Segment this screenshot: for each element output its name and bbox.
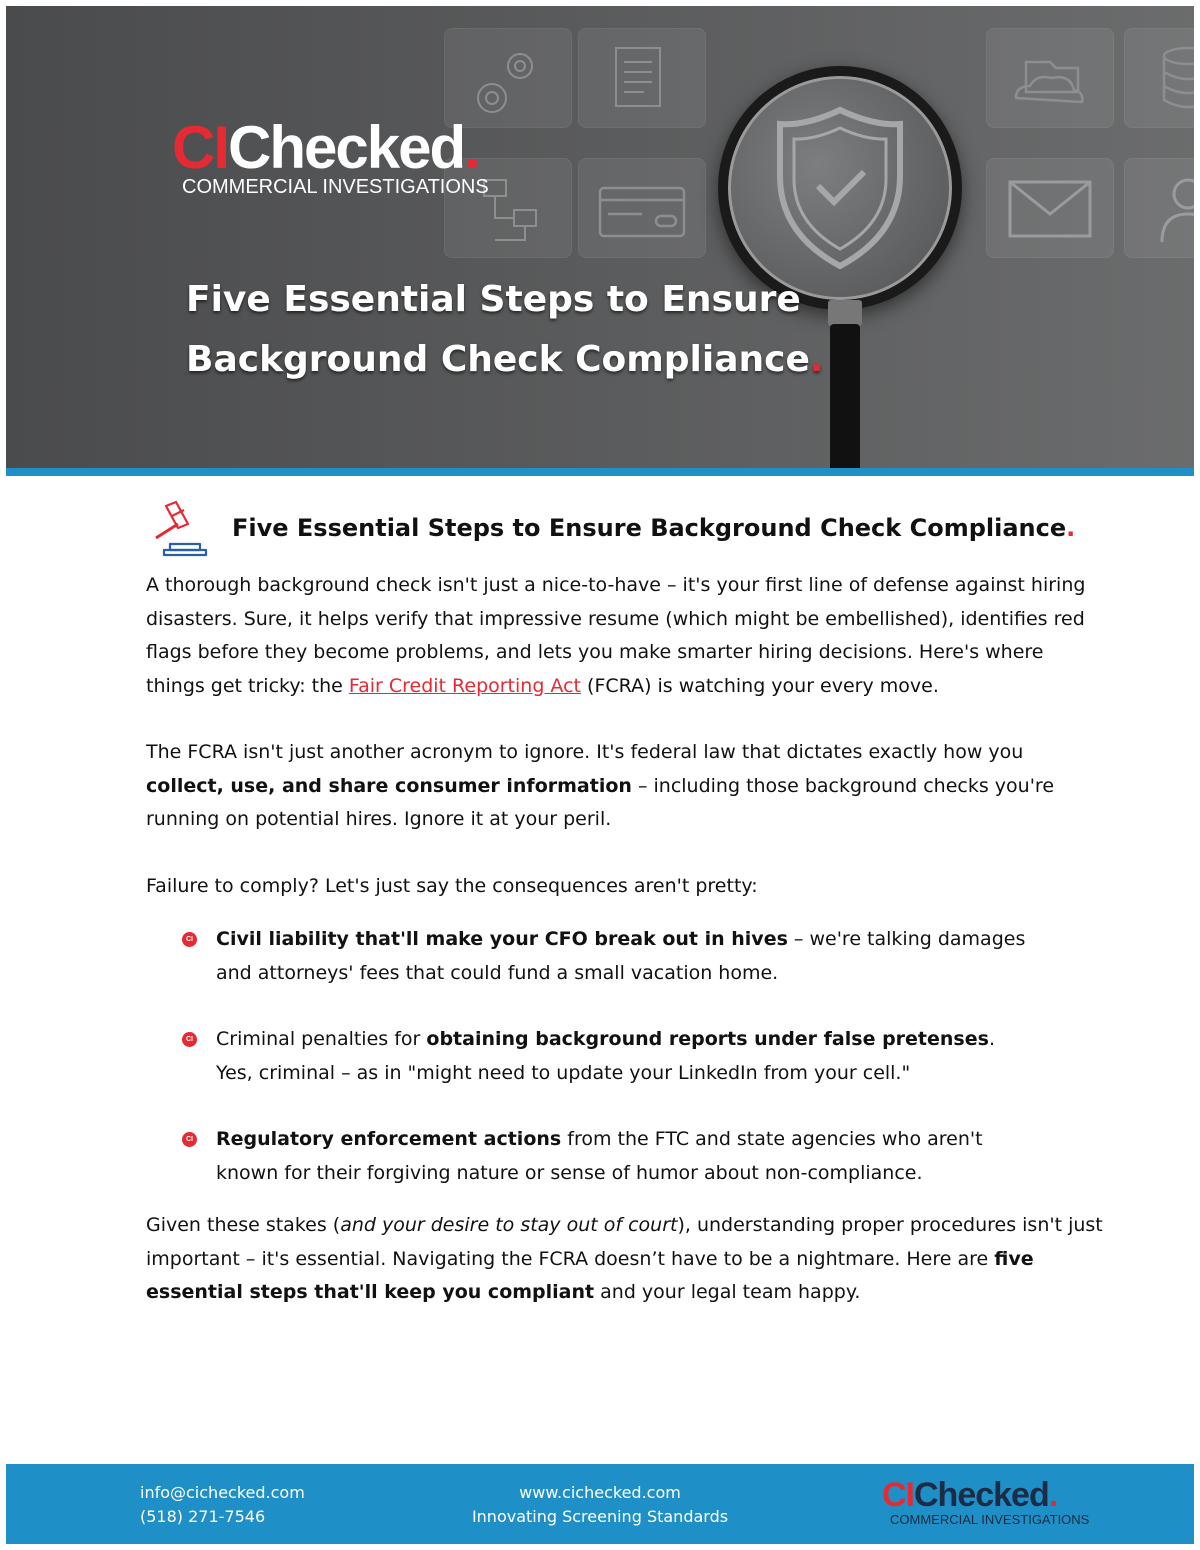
ci-bullet-icon: CI <box>182 1132 197 1147</box>
logo-ci: CI <box>172 114 228 181</box>
p1-text-end: (FCRA) is watching your every move. <box>581 674 939 697</box>
bullet-text-end: from the FTC and state agencies who aren't known for their forgiving nature or sense of humor about non-compliance. <box>216 1128 983 1184</box>
footer-website[interactable]: www.cichecked.com <box>519 1483 681 1502</box>
bullet-bold-text: Regulatory enforcement actions <box>216 1128 562 1150</box>
hero-title-line2: Background Check Compliance <box>186 339 810 380</box>
bullet-text-start: Criminal penalties for <box>216 1028 427 1050</box>
fcra-link[interactable]: Fair Credit Reporting Act <box>348 674 581 697</box>
hero-title <box>186 270 886 390</box>
hero-logo <box>172 114 489 199</box>
closing-text-end: and your legal team happy. <box>594 1281 861 1304</box>
logo-dot: . <box>464 114 479 181</box>
bullet-text-end: – we're talking damages and attorneys' fees that could fund a small vacation home. <box>216 928 1026 984</box>
ci-bullet-icon: CI <box>182 1032 197 1047</box>
logo-ci: CI <box>882 1476 914 1514</box>
bullet-text-end: . Yes, criminal – as in "might need to update your LinkedIn from your cell." <box>216 1028 995 1084</box>
gears-icon <box>444 28 572 128</box>
intro-paragraph-3: Failure to comply? Let's just say the consequences aren't pretty: <box>146 875 758 897</box>
closing-italic-text: and your desire to stay out of court <box>340 1214 678 1236</box>
footer-tagline: Innovating Screening Standards <box>471 1507 729 1526</box>
hero-title-dot: . <box>809 339 824 380</box>
section-heading <box>232 506 1132 550</box>
closing-text-start: Given these stakes ( <box>146 1214 341 1236</box>
logo-subtitle: COMMERCIAL INVESTIGATIONS <box>890 1512 1090 1527</box>
intro-paragraph-2 <box>146 736 1106 837</box>
bullet-bold-text: Civil liability that'll make your CFO break out in hives <box>216 928 788 950</box>
credit-card-icon <box>578 158 706 258</box>
logo-dot: . <box>1048 1476 1058 1514</box>
footer-email[interactable]: info@cichecked.com <box>140 1483 305 1502</box>
hero-title-line1: Five Essential Steps to Ensure <box>186 279 801 320</box>
hero-accent-bar <box>6 468 1194 476</box>
closing-bold-text: five essential steps that'll keep you compliant <box>146 1247 1034 1304</box>
ci-bullet-icon: CI <box>182 932 197 947</box>
logo-checked: Checked <box>914 1476 1049 1514</box>
section-heading-text: Five Essential Steps to Ensure Background Check Compliance <box>232 514 1067 542</box>
person-icon <box>1124 158 1194 258</box>
shield-check-icon <box>728 76 952 300</box>
p2-bold-text: collect, use, and share consumer information <box>146 774 632 797</box>
intro-paragraph-1 <box>146 569 1106 703</box>
bullet-bold-text: obtaining background reports under false pretenses <box>426 1028 989 1050</box>
cloud-folder-icon <box>986 28 1114 128</box>
footer-phone[interactable]: (518) 271-7546 <box>140 1507 266 1526</box>
section-heading-dot: . <box>1066 514 1076 542</box>
bullet-item-regulatory-actions <box>216 1123 1036 1190</box>
logo-subtitle: COMMERCIAL INVESTIGATIONS <box>182 176 489 198</box>
closing-paragraph <box>146 1209 1106 1310</box>
p2-text-start: The FCRA isn't just another acronym to ignore. It's federal law that dictates exactly how you <box>146 741 1024 763</box>
gavel-icon <box>148 500 214 558</box>
closing-text-middle: ), understanding proper procedures isn't just important – it's essential. Navigating the FCRA doesn’t have to be a nightmare. Here are <box>146 1214 1103 1270</box>
database-icon <box>1124 28 1194 128</box>
logo-checked: Checked <box>228 114 465 181</box>
p1-text-start: A thorough background check isn't just a nice-to-have – it's your first line of defense against hiring disasters. Sure, it helps verify that impressive resume (which might be embellished), identifies red flags before they become problems, and lets you make smarter hiring decisions. Here's where things get tricky: the <box>146 574 1086 697</box>
hero-banner <box>6 6 1194 468</box>
bullet-item-civil-liability <box>216 923 1036 990</box>
footer-logo <box>882 1478 1089 1527</box>
envelope-icon <box>986 158 1114 258</box>
document-icon <box>578 28 706 128</box>
p2-text-end: – including those background checks you're running on potential hires. Ignore it at your peril. <box>146 774 1055 831</box>
bullet-item-criminal-penalties <box>216 1023 1036 1090</box>
footer <box>6 1464 1194 1544</box>
